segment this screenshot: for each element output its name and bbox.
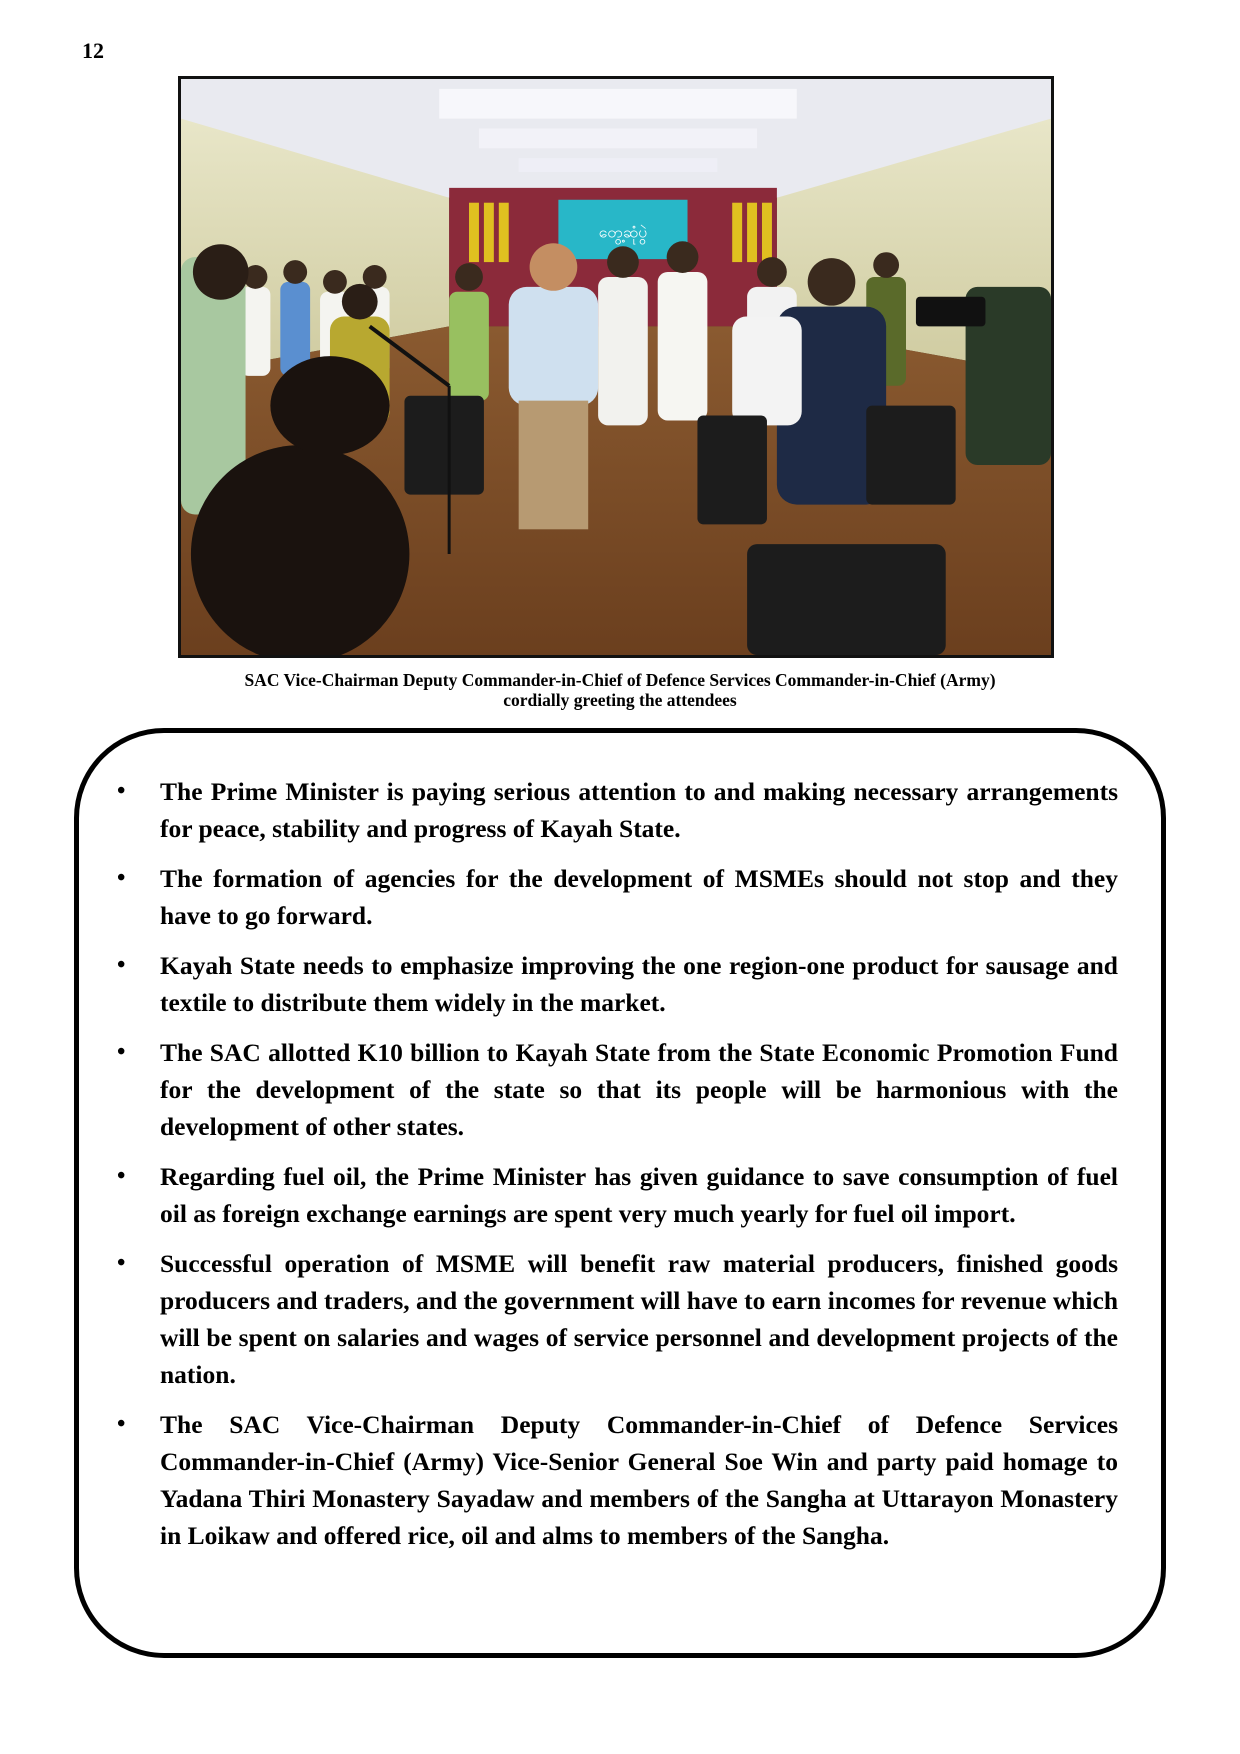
caption-line-2: cordially greeting the attendees xyxy=(503,690,737,710)
flag xyxy=(732,203,742,262)
bullet-item: • Regarding fuel oil, the Prime Minister has given guidance to save consumption of fuel oil as foreign exchange earnings are spent very much yearly for fuel oil import. xyxy=(79,1158,1161,1232)
bullet-item: • The Prime Minister is paying serious attention to and making necessary arrangements for peace, stability and progress of Kayah State. xyxy=(79,773,1161,847)
caption-line-1: SAC Vice-Chairman Deputy Commander-in-Chief of Defence Services Commander-in-Chief (Army) xyxy=(244,670,996,690)
photo-caption xyxy=(150,670,1090,710)
central-figure-head xyxy=(530,243,578,291)
central-figure-trousers xyxy=(519,401,589,530)
foreground-head xyxy=(191,445,409,655)
flag xyxy=(762,203,772,262)
bullet-item: • Kayah State needs to emphasize improving the one region-one product for sausage and textile to distribute them widely in the market. xyxy=(79,947,1161,1021)
ceiling-panel xyxy=(519,158,718,172)
flag xyxy=(499,203,509,262)
photo-illustration xyxy=(181,79,1051,655)
event-photo xyxy=(178,76,1054,658)
bullet-item: • Successful operation of MSME will benefit raw material producers, finished goods producers and traders, and the government will have to earn incomes for revenue which will be spent on salaries and wages of service personnel and development projects of the nation. xyxy=(79,1245,1161,1393)
bullet-item: • The SAC Vice-Chairman Deputy Commander-in-Chief of Defence Services Commander-in-Chief (Army) Vice-Senior General Soe Win and party paid homage to Yadana Thiri Monastery Sayadaw and members of the Sangha at Uttarayon Monastery in Loikaw and offered rice, oil and alms to members of the Sangha. xyxy=(79,1406,1161,1554)
ceiling-panel xyxy=(439,89,797,119)
flag xyxy=(469,203,479,262)
ceiling-panel xyxy=(479,128,757,148)
foreground-head xyxy=(270,356,389,455)
bullet-item: • The formation of agencies for the development of MSMEs should not stop and they have to go forward. xyxy=(79,860,1161,934)
figure-white-shirt xyxy=(732,317,802,426)
video-camera xyxy=(916,297,986,327)
flag xyxy=(747,203,757,262)
bullet-item: • The SAC allotted K10 billion to Kayah State from the State Economic Promotion Fund for the development of the state so that its people will be harmonious with the development of other states. xyxy=(79,1034,1161,1145)
flag xyxy=(484,203,494,262)
central-figure-shirt xyxy=(509,287,598,406)
page-number: 12 xyxy=(82,38,104,63)
summary-panel xyxy=(74,728,1166,1658)
banner-text: တွေ့ဆုံပွဲ xyxy=(598,222,648,242)
bullet-list xyxy=(79,773,1161,1567)
